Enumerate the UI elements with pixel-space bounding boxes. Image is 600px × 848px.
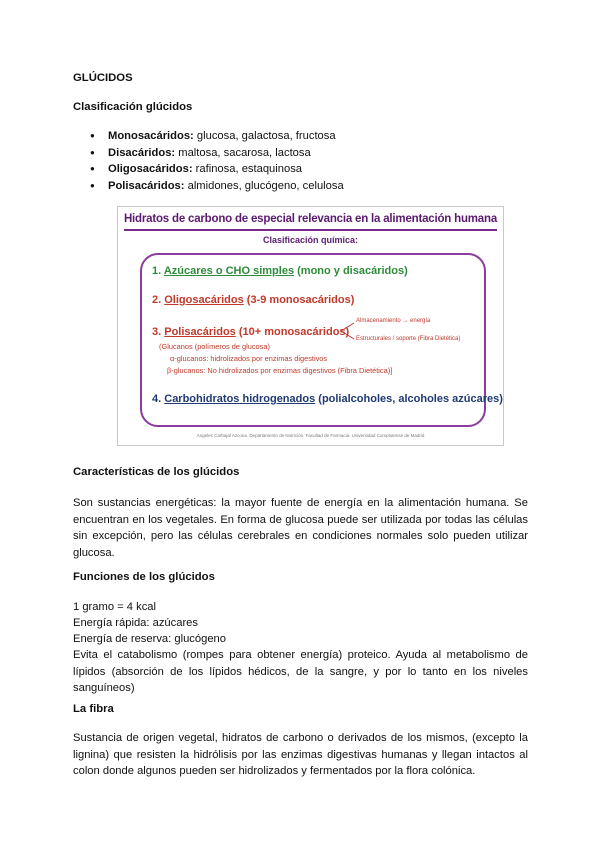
list-item bbox=[90, 145, 344, 162]
figure-item-rest: (3-9 monosacáridos) bbox=[243, 294, 355, 306]
figure-item-4 bbox=[152, 393, 503, 405]
functions-line-kcal: 1 gramo = 4 kcal bbox=[73, 601, 157, 613]
list-item-term: Polisacáridos: bbox=[108, 179, 185, 192]
figure-item-2 bbox=[152, 294, 354, 306]
list-item bbox=[90, 161, 344, 178]
list-item-desc: glucosa, galactosa, fructosa bbox=[193, 130, 336, 142]
branch-arrows-icon bbox=[340, 320, 356, 342]
list-item-term: Oligosacáridos: bbox=[108, 163, 193, 175]
functions-paragraph: Evita el catabolismo (rompes para obtener energía) proteico. Ayuda al metabolismo de lípidos (absorción de los lípidos hédicos, de la sangre, y por lo tanto en los niveles sanguíneos) bbox=[73, 649, 528, 695]
functions-line-fast-energy: Energía rápida: azúcares bbox=[73, 617, 199, 629]
list-item-desc: almidones, glucógeno, celulosa bbox=[184, 179, 344, 192]
characteristics-paragraph: Son sustancias energéticas: la mayor fuente de energía en la alimentación humana. Se encuentran en los vegetales. En forma de glucosa puede ser utilizada por todas las células sin excepción, pero las células cerebrales en condiciones normales solo pueden utilizar glucosa. bbox=[73, 497, 528, 559]
polysaccharide-branch-structural: Estructurales / soporte (Fibra Dietética) bbox=[356, 336, 461, 342]
fiber-paragraph: Sustancia de origen vegetal, hidratos de carbono o derivados de los mismos, (excepto la lignina) que resisten la hidrólisis por las enzimas digestivas humanas y llegan intactos al colon donde algunos pueden ser hidrolizados y fermentados por la flora colónica. bbox=[73, 732, 528, 778]
figure-item-number: 2. bbox=[152, 294, 162, 306]
figure-item-3-sub-beta: β-glucanos: No hidrolizados por enzimas digestivos (Fibra Dietética)] bbox=[167, 366, 393, 375]
figure-item-main: Oligosacáridos bbox=[164, 294, 244, 306]
figure-item-3 bbox=[152, 326, 349, 338]
figure-title: Hidratos de carbono de especial relevancia en la alimentación humana bbox=[123, 213, 498, 225]
fiber-heading: La fibra bbox=[73, 703, 114, 715]
figure-item-main: Polisacáridos bbox=[164, 326, 236, 338]
list-item-desc: rafinosa, estaquinosa bbox=[192, 163, 303, 175]
polysaccharide-branch-storage: Almacenamiento → energía bbox=[356, 318, 431, 324]
classification-list bbox=[90, 128, 344, 194]
figure-item-main: Carbohidratos hidrogenados bbox=[164, 393, 316, 405]
characteristics-heading: Características de los glúcidos bbox=[73, 466, 240, 478]
figure-subtitle: Clasificación química: bbox=[262, 235, 359, 245]
figure-item-number: 4. bbox=[152, 393, 162, 405]
figure-item-rest: (mono y disacáridos) bbox=[294, 265, 408, 277]
figure-item-3-sub-glucans: (Glucanos (polímeros de glucosa) bbox=[159, 342, 270, 351]
list-item bbox=[90, 128, 344, 145]
list-item-term: Disacáridos: bbox=[108, 146, 176, 159]
figure-item-3-sub-alpha: α-glucanos: hidrolizados por enzimas digestivos bbox=[170, 354, 328, 363]
figure-item-number: 3. bbox=[152, 326, 162, 338]
figure-title-rule bbox=[124, 229, 497, 231]
figure-item-rest: (10+ monosacáridos) bbox=[235, 326, 350, 338]
functions-heading: Funciones de los glúcidos bbox=[73, 571, 215, 583]
figure-item-1 bbox=[152, 265, 408, 277]
classification-heading: Clasificación glúcidos bbox=[73, 101, 193, 113]
page-title: GLÚCIDOS bbox=[73, 72, 133, 84]
list-item-desc: maltosa, sacarosa, lactosa bbox=[175, 146, 311, 159]
functions-line-reserve-energy: Energía de reserva: glucógeno bbox=[73, 633, 226, 645]
figure-credit: Ángeles Carbajal Azcona. Departamento de Nutrición. Facultad de Farmacia. Universidad Complutense de Madrid bbox=[196, 433, 425, 438]
carbohydrate-classification-figure bbox=[117, 206, 504, 446]
figure-item-number: 1. bbox=[152, 265, 162, 277]
figure-item-main: Azúcares o CHO simples bbox=[163, 265, 295, 277]
list-item bbox=[90, 178, 344, 195]
list-item-term: Monosacáridos: bbox=[108, 130, 194, 142]
figure-item-rest: (polialcoholes, alcoholes azúcares) bbox=[315, 393, 503, 405]
